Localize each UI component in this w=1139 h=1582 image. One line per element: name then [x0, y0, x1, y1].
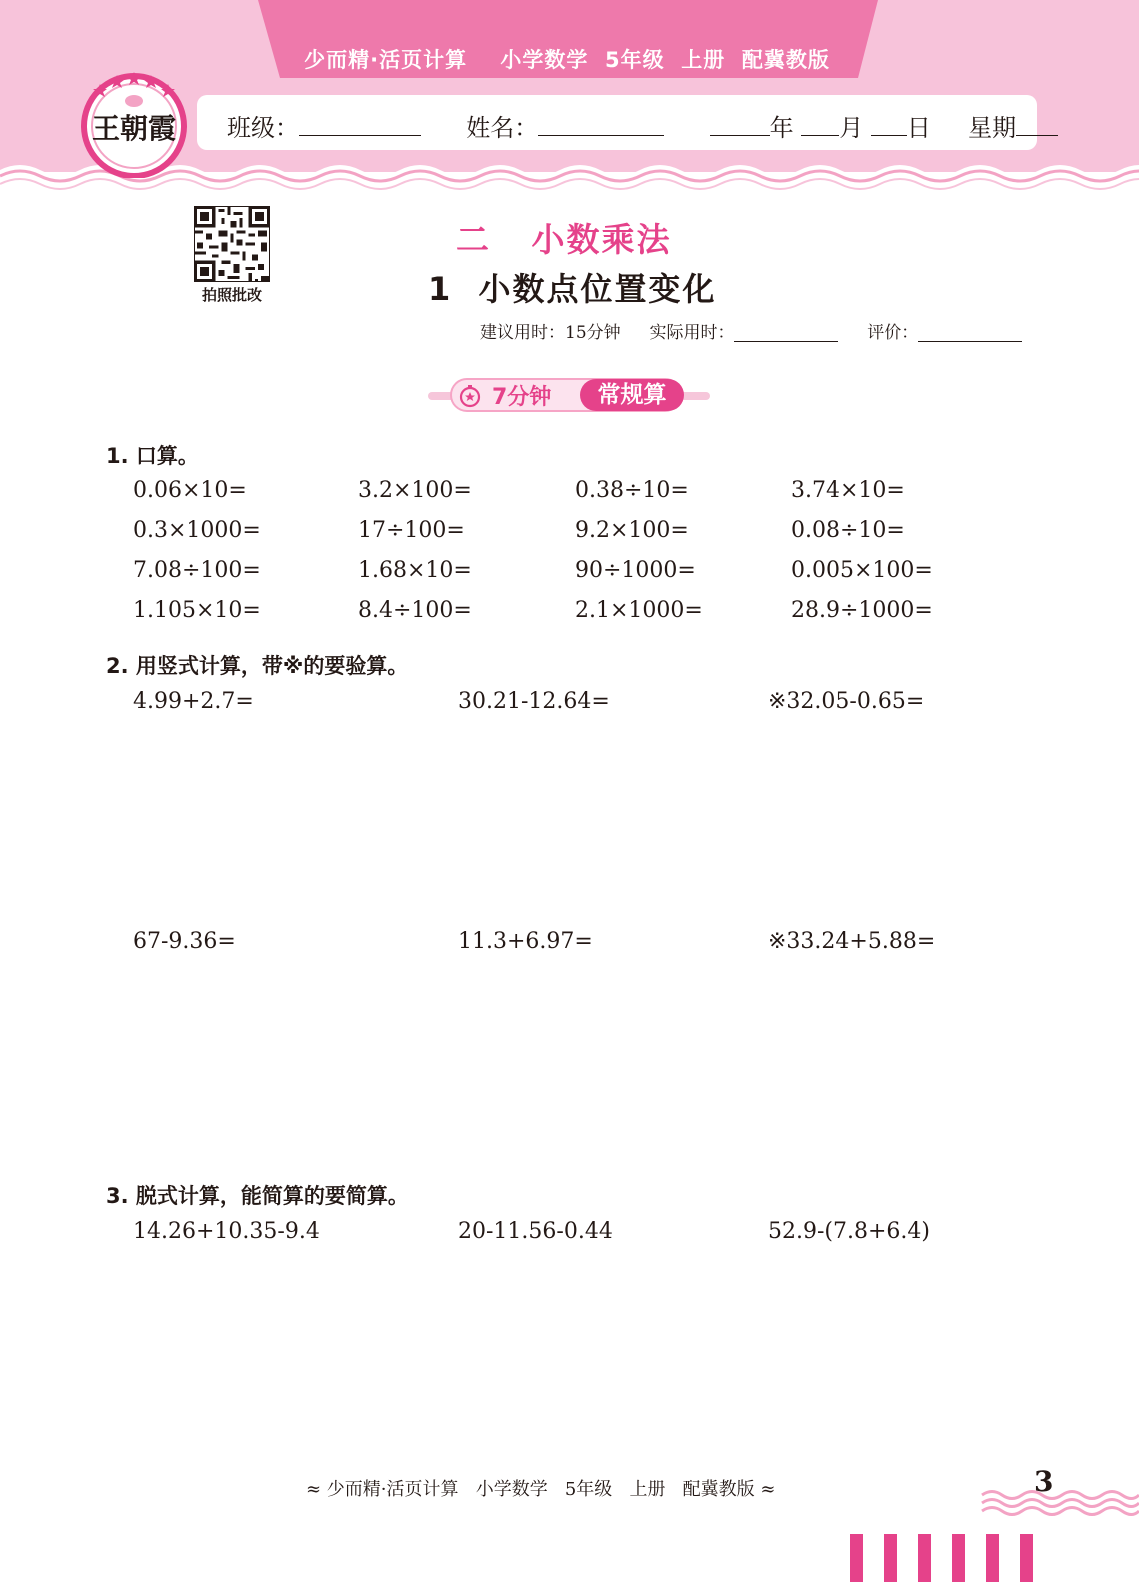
student-info-box	[197, 95, 1037, 150]
question-3-title: 3. 脱式计算，能简算的要简算。	[106, 1184, 409, 1208]
q2-item: ※32.05-0.65=	[768, 689, 925, 714]
question-2-title: 2. 用竖式计算，带※的要验算。	[106, 654, 409, 678]
month-label: 月	[839, 114, 864, 142]
series-title: 少而精·活页计算 小学数学 5年级 上册 配冀教版	[304, 48, 830, 72]
class-field[interactable]	[299, 113, 421, 136]
evaluation-label: 评价：	[867, 323, 919, 343]
logo-badge-icon	[78, 66, 190, 178]
q2-item: ※33.24+5.88=	[768, 929, 936, 954]
evaluation-field[interactable]	[918, 325, 1022, 342]
actual-time-label: 实际用时：	[649, 323, 735, 343]
badge-time: 7分钟	[492, 385, 552, 410]
q2-item: 30.21-12.64=	[458, 689, 610, 714]
q1-item: 0.08÷10=	[791, 518, 905, 543]
section-badge	[428, 378, 710, 414]
year-field[interactable]	[710, 113, 770, 136]
badge-tag: 常规算	[580, 379, 684, 411]
footer-text: ≈ 少而精·活页计算 小学数学 5年级 上册 配冀教版 ≈	[306, 1479, 776, 1500]
student-info-row	[227, 108, 1058, 143]
year-label: 年	[769, 114, 794, 142]
q1-item: 90÷1000=	[575, 558, 696, 583]
q1-item: 17÷100=	[358, 518, 465, 543]
q2-item: 67-9.36=	[133, 929, 236, 954]
logo-text: 王朝霞	[91, 112, 177, 145]
q1-item: 0.38÷10=	[575, 478, 689, 503]
q1-item: 2.1×1000=	[575, 598, 703, 623]
q1-item: 9.2×100=	[575, 518, 689, 543]
qr-label: 拍照批改	[201, 286, 262, 304]
question-1-title: 1. 口算。	[106, 444, 199, 468]
q1-item: 28.9÷1000=	[791, 598, 933, 623]
page-number: 3	[1034, 1465, 1054, 1498]
q2-item: 11.3+6.97=	[458, 929, 593, 954]
q3-item: 20-11.56-0.44	[458, 1219, 613, 1244]
name-label: 姓名：	[466, 114, 539, 142]
qr-code-icon[interactable]	[194, 206, 270, 282]
q1-item: 0.3×1000=	[133, 518, 261, 543]
q2-item: 4.99+2.7=	[133, 689, 254, 714]
class-label: 班级：	[227, 114, 299, 142]
q1-item: 3.2×100=	[358, 478, 472, 503]
q3-item: 52.9-(7.8+6.4)	[768, 1219, 930, 1244]
stopwatch-icon	[458, 384, 482, 408]
chapter-title: 二 小数乘法	[456, 220, 672, 259]
q1-item: 1.68×10=	[358, 558, 472, 583]
q1-item: 1.105×10=	[133, 598, 261, 623]
day-label: 日	[906, 114, 931, 142]
lesson-title: 1 小数点位置变化	[428, 270, 717, 308]
time-row	[480, 318, 1022, 343]
suggested-time: 建议用时：15分钟	[480, 323, 621, 343]
q1-item: 7.08÷100=	[133, 558, 261, 583]
weekday-field[interactable]	[1016, 113, 1058, 136]
name-field[interactable]	[538, 113, 664, 136]
q1-item: 0.005×100=	[791, 558, 933, 583]
actual-time-field[interactable]	[734, 325, 838, 342]
weekday-label: 星期	[968, 114, 1017, 142]
q1-item: 8.4÷100=	[358, 598, 472, 623]
q1-item: 0.06×10=	[133, 478, 247, 503]
day-field[interactable]	[871, 113, 907, 136]
month-field[interactable]	[801, 113, 839, 136]
q3-item: 14.26+10.35-9.4	[133, 1219, 320, 1244]
q1-item: 3.74×10=	[791, 478, 905, 503]
